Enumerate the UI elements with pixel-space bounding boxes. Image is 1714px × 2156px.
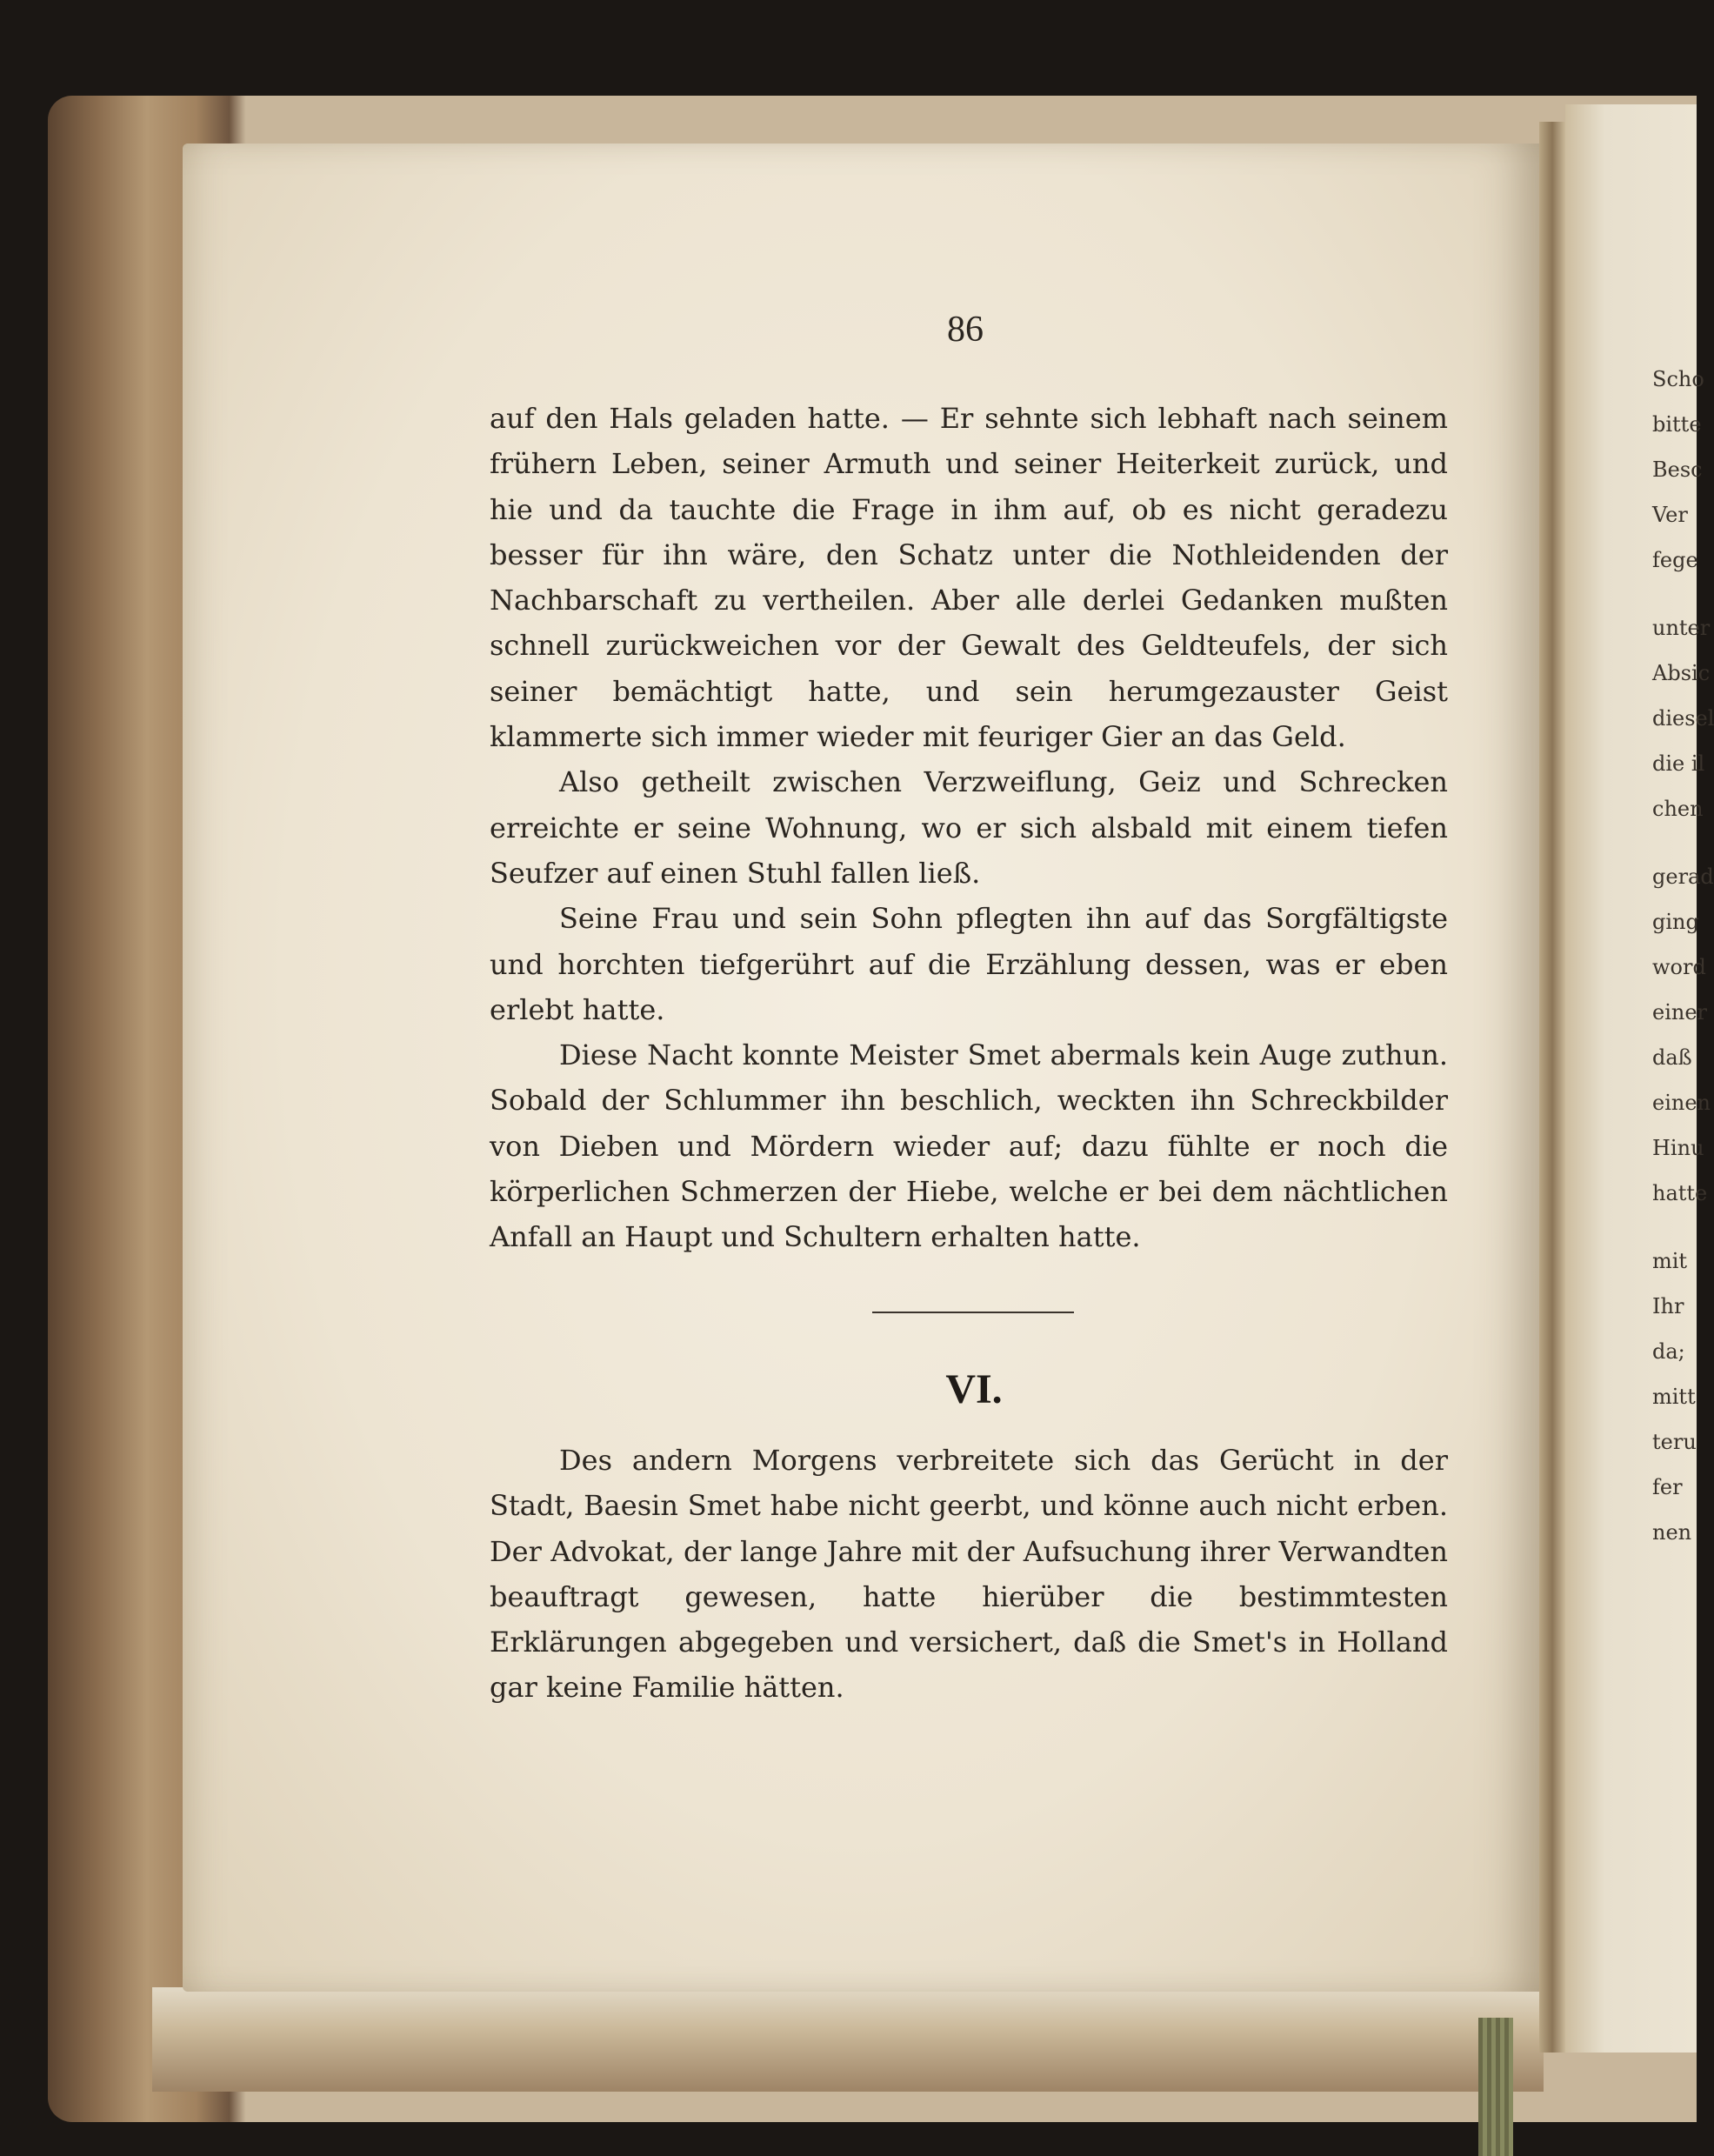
page-number: 86 bbox=[947, 310, 984, 350]
book-gutter bbox=[1539, 122, 1565, 2053]
fragment: fege bbox=[1652, 548, 1698, 572]
fragment: Absic bbox=[1652, 661, 1711, 685]
fragment: Hinu bbox=[1652, 1136, 1704, 1160]
fragment: die il bbox=[1652, 751, 1705, 776]
paragraph: Seine Frau und sein Sohn pflegten ihn auf das Sorgfältigste und horchten tiefgerührt auf die Erzählung dessen, was er eben erlebt hatte. bbox=[490, 902, 1448, 1026]
fragment-gap bbox=[1652, 1216, 1697, 1238]
page-stack-bottom bbox=[152, 1987, 1544, 2092]
fragment: ging bbox=[1652, 910, 1699, 934]
fragment: fer bbox=[1652, 1475, 1683, 1499]
fragment: gerad bbox=[1652, 864, 1714, 889]
body-text bbox=[490, 396, 1448, 1260]
fragment: daß bbox=[1652, 1045, 1692, 1070]
paragraph: Des andern Morgens verbreitete sich das Gerücht in der Stadt, Baesin Smet habe nicht geerbt, und könne auch nicht erben. Der Advokat, der lange Jahre mit der Aufsuchung ihrer Verwandten beauftragt gewesen, hatte hierüber die bestimmtesten Erklärungen abgegeben und versichert, daß die Smet's in Holland gar keine Familie hätten. bbox=[490, 1444, 1448, 1705]
fragment-gap bbox=[1652, 831, 1697, 854]
fragment: teru bbox=[1652, 1430, 1697, 1454]
chapter-heading: VI. bbox=[945, 1366, 1003, 1412]
fragment: chen bbox=[1652, 797, 1704, 821]
bookmark-ribbon bbox=[1478, 2018, 1513, 2156]
fragment: Besc bbox=[1652, 457, 1703, 482]
chapter-text bbox=[490, 1438, 1448, 1711]
fragment: mitt bbox=[1652, 1385, 1696, 1409]
paragraph: Diese Nacht konnte Meister Smet abermals kein Auge zuthun. Sobald der Schlummer ihn beschlich, weckten ihn Schreckbilder von Dieben und Mördern wieder auf; dazu fühlte er noch die körperlichen Schmerzen der Hiebe, welche er bei dem nächtlichen Anfall an Haupt und Schultern erhalten hatte. bbox=[490, 1038, 1448, 1254]
fragment: Ver bbox=[1652, 503, 1688, 527]
fragment: einen bbox=[1652, 1091, 1711, 1115]
paragraph: Also getheilt zwischen Verzweiflung, Geiz und Schrecken erreichte er seine Wohnung, wo er sich alsbald mit einem tiefen Seufzer auf einen Stuhl fallen ließ. bbox=[490, 765, 1448, 890]
fragment: einer bbox=[1652, 1000, 1708, 1025]
fragment: unter bbox=[1652, 616, 1711, 640]
paragraph: auf den Hals geladen hatte. — Er sehnte sich lebhaft nach seinem frühern Leben, seiner Armuth und seiner Heiterkeit zurück, und hie und da tauchte die Frage in ihm auf, ob es nicht geradezu besser für ihn wäre, den Schatz unter die Nothleidenden der Nachbarschaft zu vertheilen. Aber alle derlei Gedanken mußten schnell zurückweichen vor der Gewalt des Geldteufels, der sich seiner bemächtigt hatte, und sein herumgezauster Geist klammerte sich immer wieder mit feuriger Gier an das Geld. bbox=[490, 402, 1448, 754]
fragment: Scho bbox=[1652, 367, 1704, 391]
fragment: word bbox=[1652, 955, 1706, 979]
fragment: hatte bbox=[1652, 1181, 1708, 1205]
facing-page-text-fragments bbox=[1652, 357, 1714, 1555]
fragment: da; bbox=[1652, 1339, 1685, 1364]
fragment: nen bbox=[1652, 1520, 1692, 1545]
section-divider bbox=[872, 1312, 1074, 1313]
fragment: bitte bbox=[1652, 412, 1702, 437]
fragment: diesel bbox=[1652, 706, 1714, 731]
fragment-gap bbox=[1652, 583, 1697, 605]
fragment: Ihr bbox=[1652, 1294, 1684, 1318]
fragment: mit bbox=[1652, 1249, 1688, 1273]
